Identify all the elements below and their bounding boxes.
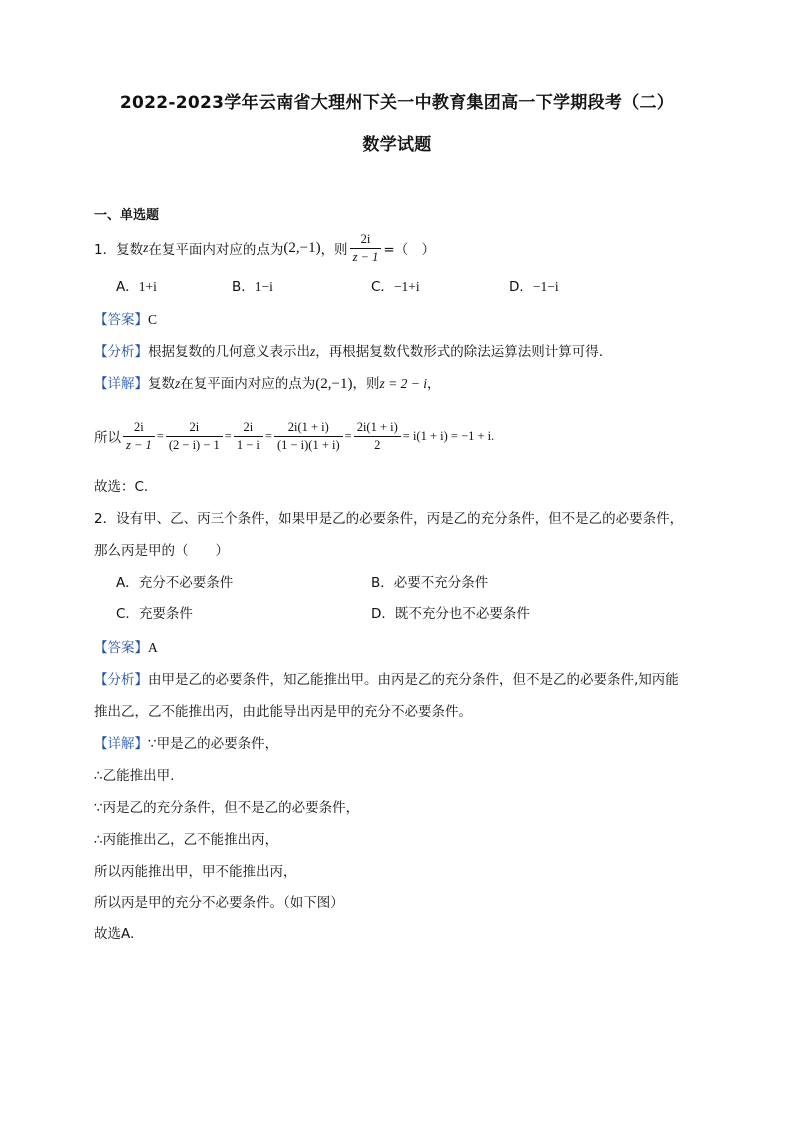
detail-text: 复数 xyxy=(148,376,175,392)
equals-sign: = xyxy=(344,428,352,443)
analysis-tag: 【分析】 xyxy=(94,344,148,360)
fraction-denominator: z − 1 xyxy=(350,248,382,265)
option-label: A． xyxy=(116,575,139,591)
answer-tag: 【答案】 xyxy=(94,312,148,328)
detail-tag: 【详解】 xyxy=(94,736,148,752)
derivation-result: = i(1 + i) = −1 + i. xyxy=(402,428,495,443)
q1-detail xyxy=(94,372,440,393)
section-heading: 一、单选题 xyxy=(94,208,160,223)
q2-conclusion: 故选A. xyxy=(94,926,135,942)
analysis-text: ，再根据复数代数形式的除法运算法则计算可得. xyxy=(315,344,604,360)
q2-stem-line: 2．设有甲、乙、丙三个条件，如果甲是乙的必要条件，丙是乙的充分条件，但不是乙的必要条件， xyxy=(94,511,684,527)
q1-number: 1． xyxy=(94,242,117,258)
answer-tag: 【答案】 xyxy=(94,640,148,656)
option-label: A． xyxy=(116,279,139,295)
q1-stem xyxy=(94,230,435,266)
q2-analysis xyxy=(94,668,679,688)
q1-option-c xyxy=(371,275,420,295)
detail-text: ∵甲是乙的必要条件， xyxy=(148,736,279,752)
derivation-fraction xyxy=(354,420,401,453)
q2-detail-line: ∴乙能推出甲. xyxy=(94,768,175,784)
option-label: C． xyxy=(116,606,139,622)
derivation-fraction xyxy=(274,420,343,453)
option-label: D． xyxy=(371,606,395,622)
option-label: D． xyxy=(509,279,533,295)
option-value: 充分不必要条件 xyxy=(138,575,234,591)
option-label: B． xyxy=(371,575,394,591)
q2-analysis-cont: 推出乙，乙不能推出丙，由此能导出丙是甲的充分不必要条件。 xyxy=(94,704,472,720)
fraction-numerator: 2i(1 + i) xyxy=(287,419,329,434)
detail-point: (2,−1) xyxy=(315,376,353,392)
derivation-fraction xyxy=(234,420,263,453)
analysis-tag: 【分析】 xyxy=(94,672,148,688)
analysis-var-z: z xyxy=(310,344,316,359)
page-subtitle: 数学试题 xyxy=(362,135,432,155)
q2-detail xyxy=(94,732,278,752)
detail-tag: 【详解】 xyxy=(94,376,148,392)
option-value: −1−i xyxy=(532,279,559,294)
fraction-denominator: 2 xyxy=(354,436,401,453)
page-title: 2022-2023学年云南省大理州下关一中教育集团高一下学期段考（二） xyxy=(119,93,675,113)
fraction-numerator: 2i xyxy=(360,231,371,246)
derivation-fraction xyxy=(166,420,223,453)
option-value: 充要条件 xyxy=(138,606,193,622)
detail-text: ， xyxy=(426,376,441,392)
fraction-numerator: 2i xyxy=(243,419,254,434)
option-value: 1−i xyxy=(254,279,273,294)
option-label: B． xyxy=(232,279,255,295)
q1-option-a xyxy=(116,275,157,295)
fraction-numerator: 2i xyxy=(134,419,144,434)
q2-option-a xyxy=(116,571,233,591)
q1-var-z: z xyxy=(143,240,149,255)
derivation-label: 所以 xyxy=(94,430,121,446)
equals-sign: = xyxy=(224,428,232,443)
option-label: C． xyxy=(371,279,394,295)
fraction-numerator: 2i xyxy=(189,419,200,434)
equals-sign: = xyxy=(156,428,164,443)
q2-stem-line: 那么丙是甲的（ ） xyxy=(94,543,229,559)
equals-sign: = xyxy=(264,428,272,443)
q2-detail-line: 所以丙是甲的充分不必要条件。（如下图） xyxy=(94,895,344,911)
fraction-denominator: 1 − i xyxy=(234,436,263,453)
detail-equation: z = 2 − i xyxy=(379,376,427,391)
fraction-denominator: z − 1 xyxy=(123,436,155,453)
q1-option-d xyxy=(509,275,559,295)
q1-stem-text: 在复平面内对应的点为 xyxy=(148,242,284,258)
analysis-text: 根据复数的几何意义表示出 xyxy=(148,344,310,360)
answer-value: C xyxy=(148,312,158,327)
option-value: 1+i xyxy=(138,279,157,294)
fraction-denominator: (1 − i)(1 + i) xyxy=(274,436,343,453)
q1-stem-text: 复数 xyxy=(116,242,144,258)
fraction-numerator: 2i(1 + i) xyxy=(356,419,398,434)
q2-detail-line: 所以丙能推出甲，甲不能推出丙， xyxy=(94,864,297,880)
option-value: −1+i xyxy=(393,279,420,294)
q2-answer xyxy=(94,636,158,656)
option-value: 既不充分也不必要条件 xyxy=(394,606,530,622)
q1-stem-text: ，则 xyxy=(320,242,348,258)
analysis-text: 由甲是乙的必要条件，知乙能推出甲。由丙是乙的充分条件，但不是乙的必要条件,知丙能 xyxy=(148,672,679,688)
q2-detail-line: ∴丙能推出乙，乙不能推出丙， xyxy=(94,832,279,848)
q1-derivation xyxy=(94,414,494,458)
detail-text: ，则 xyxy=(352,376,380,392)
q1-answer xyxy=(94,308,157,328)
q1-conclusion: 故选：C. xyxy=(94,479,149,495)
detail-text: 在复平面内对应的点为 xyxy=(180,376,316,392)
fraction-denominator: (2 − i) − 1 xyxy=(166,436,223,453)
q1-point: (2,−1) xyxy=(283,239,321,256)
q1-fraction xyxy=(350,232,382,265)
q1-stem-text: =（ ） xyxy=(383,242,436,258)
answer-value: A xyxy=(148,640,158,655)
q2-detail-line: ∵丙是乙的充分条件，但不是乙的必要条件， xyxy=(94,800,360,816)
q1-analysis xyxy=(94,340,603,360)
q2-option-b xyxy=(371,571,488,591)
q2-option-c xyxy=(116,602,193,622)
detail-var-z: z xyxy=(175,376,181,391)
derivation-fraction xyxy=(123,420,155,453)
option-value: 必要不充分条件 xyxy=(393,575,489,591)
q2-option-d xyxy=(371,602,530,622)
q1-option-b xyxy=(232,275,273,295)
